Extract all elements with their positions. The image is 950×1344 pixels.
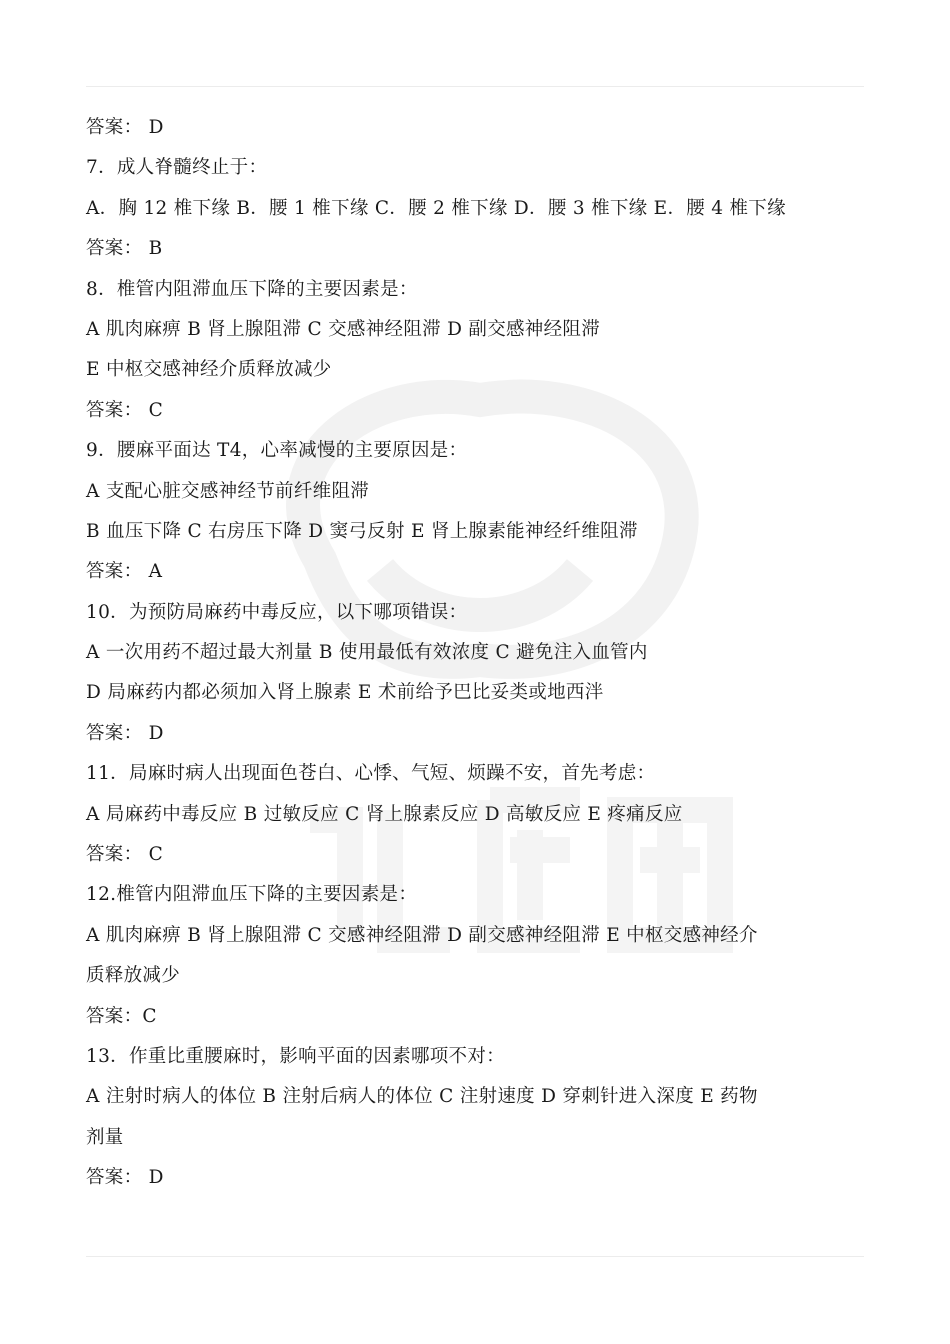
question-stem: 8．椎管内阻滞血压下降的主要因素是： (86, 278, 418, 300)
question-options: A 一次用药不超过最大剂量 B 使用最低有效浓度 C 避免注入血管内 (86, 642, 648, 664)
question-options: A 注射时病人的体位 B 注射后病人的体位 C 注射速度 D 穿刺针进入深度 E 药物 (86, 1086, 758, 1108)
question-options: D 局麻药内都必须加入肾上腺素 E 术前给予巴比妥类或地西泮 (86, 682, 604, 704)
answer-line: 答案： A (86, 561, 163, 583)
question-options: A．胸 12 椎下缘 B．腰 1 椎下缘 C．腰 2 椎下缘 D．腰 3 椎下缘 E．腰 4 椎下缘 (86, 197, 786, 219)
answer-line: 答案： D (86, 1167, 164, 1189)
answer-line: 答案： B (86, 238, 163, 260)
answer-line: 答案：C (86, 1005, 157, 1027)
question-stem: 12.椎管内阻滞血压下降的主要因素是： (86, 884, 418, 906)
question-options: A 肌肉麻痹 B 肾上腺阻滞 C 交感神经阻滞 D 副交感神经阻滞 E 中枢交感神经介 (86, 924, 758, 946)
footer-rule (86, 1256, 864, 1257)
question-list (86, 108, 866, 1199)
answer-line: 答案： C (86, 399, 164, 421)
question-stem: 10．为预防局麻药中毒反应，以下哪项错误： (86, 601, 468, 623)
question-options: A 局麻药中毒反应 B 过敏反应 C 肾上腺素反应 D 高敏反应 E 疼痛反应 (86, 803, 683, 825)
question-options: 质释放减少 (86, 965, 181, 987)
question-options: A 支配心脏交感神经节前纤维阻滞 (86, 480, 370, 502)
question-stem: 7．成人脊髓终止于： (86, 157, 268, 179)
question-options: 剂量 (86, 1126, 124, 1148)
question-options: E 中枢交感神经介质释放减少 (86, 359, 332, 381)
question-stem: 11．局麻时病人出现面色苍白、心悸、气短、烦躁不安，首先考虑： (86, 763, 656, 785)
question-options: A 肌肉麻痹 B 肾上腺阻滞 C 交感神经阻滞 D 副交感神经阻滞 (86, 318, 601, 340)
header-rule (86, 86, 864, 87)
answer-line: 答案： D (86, 722, 164, 744)
answer-line: 答案： C (86, 844, 164, 866)
text-line: 答案： D (86, 117, 164, 138)
question-stem: 9．腰麻平面达 T4，心率减慢的主要原因是： (86, 440, 468, 462)
question-stem: 13．作重比重腰麻时，影响平面的因素哪项不对： (86, 1045, 505, 1067)
question-options: B 血压下降 C 右房压下降 D 窦弓反射 E 肾上腺素能神经纤维阻滞 (86, 520, 638, 542)
